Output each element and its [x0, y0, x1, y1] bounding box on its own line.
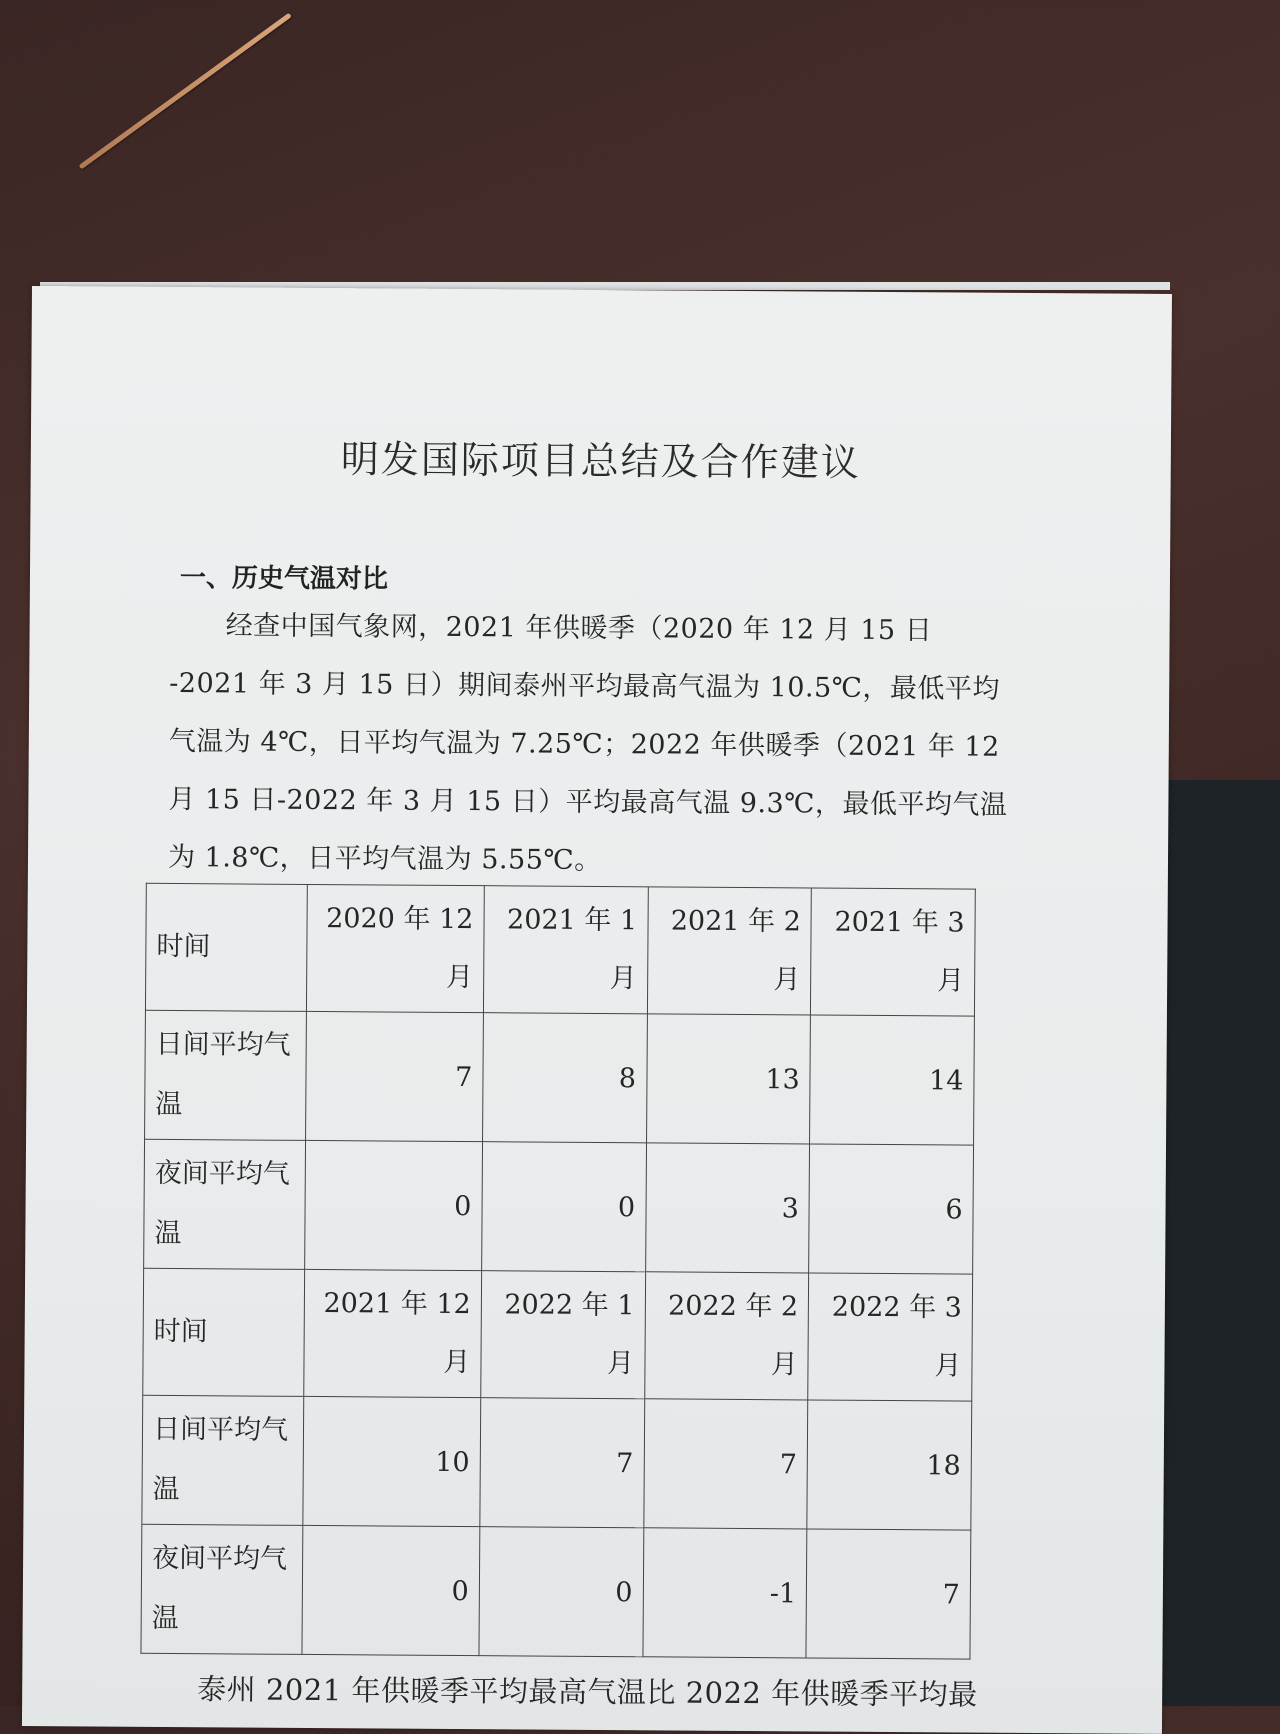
month-header: 2021 年 3 月 — [811, 888, 976, 1016]
day-avg-value: 14 — [810, 1015, 975, 1145]
night-avg-value: 0 — [479, 1527, 644, 1657]
body-paragraph: 经查中国气象网，2021 年供暖季（2020 年 12 月 15 日 -2021 年 3 月 15 日）期间泰州平均最高气温为 10.5℃，最低平均气温为 4℃，日平均气温为 7.25℃；2022 年供暖季（2021 年 12 月 15 日-2022 年 3 月 15 日）平均最高气温 9.3℃，最低平均气温为 1.8℃，日平均气温为 5.55℃。 — [167, 610, 1008, 876]
temperature-table — [140, 883, 975, 1660]
night-avg-value: -1 — [642, 1528, 807, 1658]
night-avg-label: 夜间平均气温 — [141, 1524, 303, 1654]
month-header: 2021 年 12 月 — [304, 1269, 482, 1397]
day-avg-value: 7 — [643, 1399, 808, 1529]
table-row — [144, 1139, 974, 1274]
night-avg-value: 6 — [809, 1144, 974, 1274]
month-header: 2022 年 2 月 — [644, 1272, 809, 1400]
night-avg-value: 0 — [302, 1525, 480, 1655]
table-row — [141, 1524, 971, 1659]
toothpick — [79, 13, 292, 170]
night-avg-value: 7 — [806, 1529, 971, 1659]
time-label: 时间 — [143, 1268, 305, 1396]
day-avg-value: 10 — [303, 1396, 481, 1526]
table-row — [145, 1010, 975, 1145]
month-header: 2021 年 1 月 — [483, 886, 648, 1014]
table-row — [143, 1268, 973, 1401]
day-avg-label: 日间平均气温 — [145, 1010, 307, 1140]
night-avg-label: 夜间平均气温 — [144, 1139, 306, 1269]
day-avg-value: 18 — [807, 1400, 972, 1530]
section-heading: 一、历史气温对比 — [179, 563, 389, 595]
footer-text: 泰州 2021 年供暖季平均最高气温比 2022 年供暖季平均最 — [197, 1672, 978, 1712]
month-header: 2022 年 1 月 — [481, 1271, 646, 1399]
day-avg-label: 日间平均气温 — [142, 1395, 304, 1525]
dark-object — [1160, 780, 1280, 1706]
month-header: 2020 年 12 月 — [306, 884, 484, 1012]
time-label: 时间 — [145, 883, 307, 1011]
day-avg-value: 7 — [480, 1398, 645, 1528]
table-row — [142, 1395, 972, 1530]
night-avg-value: 0 — [481, 1142, 646, 1272]
month-header: 2022 年 3 月 — [808, 1273, 973, 1401]
month-header: 2021 年 2 月 — [647, 887, 812, 1015]
day-avg-value: 13 — [646, 1014, 811, 1144]
table-row — [145, 883, 975, 1016]
night-avg-value: 0 — [305, 1140, 483, 1270]
document-page — [22, 286, 1172, 1734]
night-avg-value: 3 — [645, 1143, 810, 1273]
day-avg-value: 7 — [306, 1011, 484, 1141]
document-title: 明发国际项目总结及合作建议 — [340, 437, 861, 485]
day-avg-value: 8 — [482, 1013, 647, 1143]
